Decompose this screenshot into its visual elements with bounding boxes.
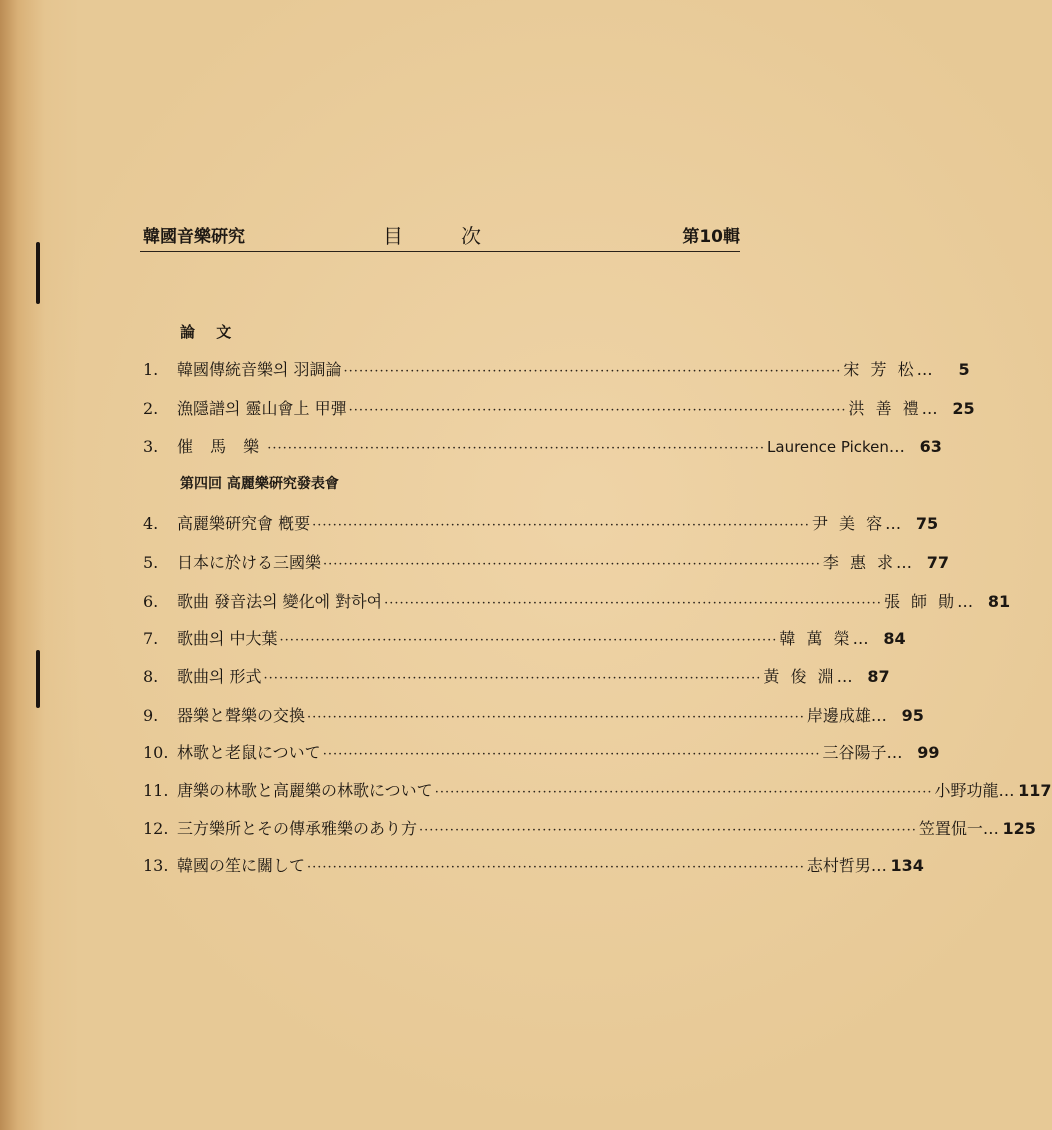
entry-number: 1. xyxy=(143,360,159,379)
entry-number: 10. xyxy=(143,743,169,762)
ellipsis: … xyxy=(870,856,887,875)
dot-leader: ································································································· xyxy=(419,823,917,838)
entry-page: 125 xyxy=(1002,819,1036,838)
entry-author: 黃 俊 淵 xyxy=(763,667,837,686)
entry-page: 63 xyxy=(919,437,942,456)
binding-mark xyxy=(36,650,40,708)
ellipsis: … xyxy=(896,553,913,572)
entry-page: 134 xyxy=(890,856,924,875)
entry-number: 9. xyxy=(143,706,159,725)
entry-author: 宋 芳 松 xyxy=(843,360,917,379)
section-heading-papers: 論 文 xyxy=(180,323,240,341)
entry-page: 77 xyxy=(926,553,950,572)
toc-entry[interactable] xyxy=(143,853,924,877)
ellipsis: … xyxy=(982,819,999,838)
dot-leader: ································································································· xyxy=(307,710,805,725)
ellipsis: … xyxy=(836,667,853,686)
entry-title: 韓國の笙に關して xyxy=(177,856,306,875)
entry-number: 2. xyxy=(143,399,159,418)
entry-page: 5 xyxy=(958,360,970,379)
entry-number: 13. xyxy=(143,856,169,875)
entry-page: 81 xyxy=(987,592,1011,611)
dot-leader: ································································································· xyxy=(263,671,762,686)
page-title-left: 目 xyxy=(383,224,405,248)
ellipsis: … xyxy=(885,514,902,533)
entry-title: 三方樂所とその傳承雅樂のあり方 xyxy=(177,819,418,838)
entry-page: 117 xyxy=(1018,781,1052,800)
entry-author: 洪 善 禮 xyxy=(848,399,922,418)
page-header xyxy=(143,222,740,248)
toc-entry[interactable] xyxy=(143,550,950,574)
entry-title: 催 馬 樂 xyxy=(177,437,266,456)
toc-entry[interactable] xyxy=(143,740,940,764)
toc-entry[interactable] xyxy=(143,434,942,458)
page-title xyxy=(383,220,539,249)
ellipsis: … xyxy=(886,743,903,762)
entry-page: 75 xyxy=(915,514,939,533)
dot-leader: ································································································· xyxy=(348,403,847,418)
dot-leader: ································································································· xyxy=(322,747,821,762)
entry-page: 99 xyxy=(917,743,940,762)
section-heading-symposium: 第四回 高麗樂硏究發表會 xyxy=(180,476,339,492)
toc-entry[interactable] xyxy=(143,816,1036,840)
entry-title: 高麗樂硏究會 槪要 xyxy=(177,514,311,533)
entry-title: 歌曲 發音法의 變化에 對하여 xyxy=(177,592,383,611)
entry-author: 岸邊成雄 xyxy=(806,706,871,725)
entry-author: 李 惠 求 xyxy=(822,553,897,572)
dot-leader: ································································································· xyxy=(434,785,933,800)
entry-number: 11. xyxy=(143,781,169,800)
entry-title: 日本に於ける三國樂 xyxy=(177,553,322,572)
toc-entry[interactable] xyxy=(143,664,890,688)
entry-author: 小野功龍 xyxy=(934,781,999,800)
entry-title: 韓國傳統音樂의 羽調論 xyxy=(177,360,342,379)
ellipsis: … xyxy=(888,437,905,456)
entry-author: 三谷陽子 xyxy=(822,743,887,762)
entry-number: 7. xyxy=(143,629,159,648)
dot-leader: ································································································· xyxy=(312,518,810,533)
entry-number: 8. xyxy=(143,667,159,686)
binding-mark xyxy=(36,242,40,304)
entry-title: 歌曲의 形式 xyxy=(177,667,262,686)
entry-author: Laurence Picken xyxy=(767,438,889,456)
toc-entry[interactable] xyxy=(143,778,1052,802)
entry-author: 笠置侃一 xyxy=(918,819,983,838)
entry-number: 4. xyxy=(143,514,159,533)
page-title-right: 次 xyxy=(461,224,483,248)
entry-page: 84 xyxy=(883,629,906,648)
ellipsis: … xyxy=(921,399,938,418)
dot-leader: ································································································· xyxy=(267,441,766,456)
entry-page: 95 xyxy=(901,706,924,725)
entry-number: 5. xyxy=(143,553,159,572)
dot-leader: ································································································· xyxy=(384,596,882,611)
dot-leader: ································································································· xyxy=(343,364,842,379)
entry-number: 6. xyxy=(143,592,159,611)
entry-title: 器樂と聲樂の交換 xyxy=(177,706,306,725)
dot-leader: ································································································· xyxy=(279,633,778,648)
journal-title: 韓國音樂硏究 xyxy=(143,227,245,247)
entry-page: 87 xyxy=(867,667,890,686)
ellipsis: … xyxy=(870,706,887,725)
toc-entry[interactable] xyxy=(143,357,970,381)
dot-leader: ································································································· xyxy=(307,860,805,875)
ellipsis: … xyxy=(916,360,933,379)
toc-entry[interactable] xyxy=(143,589,1011,613)
entry-page: 25 xyxy=(952,399,975,418)
entry-author: 尹 美 容 xyxy=(811,514,886,533)
entry-title: 漁隱譜의 靈山會上 甲彈 xyxy=(177,399,347,418)
header-divider xyxy=(140,251,740,252)
ellipsis: … xyxy=(957,592,974,611)
toc-entry[interactable] xyxy=(143,511,939,535)
toc-entry[interactable] xyxy=(143,626,906,650)
dot-leader: ································································································· xyxy=(323,557,821,572)
entry-number: 12. xyxy=(143,819,169,838)
entry-title: 唐樂の林歌と高麗樂の林歌について xyxy=(177,781,433,800)
entry-author: 志村哲男 xyxy=(806,856,871,875)
entry-title: 林歌と老鼠について xyxy=(177,743,321,762)
ellipsis: … xyxy=(998,781,1015,800)
ellipsis: … xyxy=(852,629,869,648)
entry-author: 韓 萬 榮 xyxy=(779,629,853,648)
issue-number: 第10輯 xyxy=(682,227,740,247)
toc-entry[interactable] xyxy=(143,703,924,727)
entry-title: 歌曲의 中大葉 xyxy=(177,629,278,648)
toc-entry[interactable] xyxy=(143,396,975,420)
entry-number: 3. xyxy=(143,437,159,456)
entry-author: 張 師 勛 xyxy=(883,592,958,611)
